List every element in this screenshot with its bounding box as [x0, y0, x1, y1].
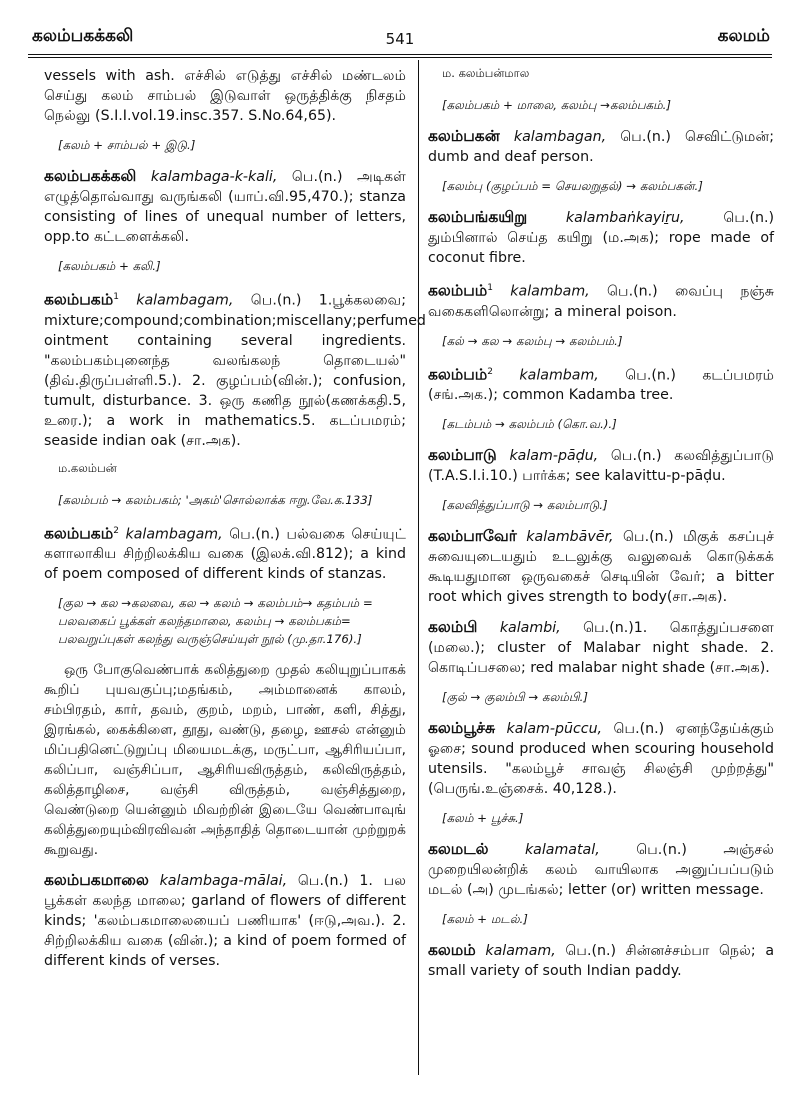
homonym-number: 1 [113, 292, 119, 302]
transliteration: kalambi, [499, 620, 561, 637]
etymology: [கலம்பம் → கலம்பகம்; 'அகம்'சொல்லாக்க ஈறு.வே.க.133] [58, 492, 373, 507]
headword: கலம்பாடு [428, 446, 497, 465]
headword: கலம்பூச்சு [428, 719, 496, 738]
transliteration: kalambagam, [136, 292, 234, 309]
entry-kalambam-2 [428, 362, 774, 406]
definition: பெ.(n.) சின்னச்சம்பா நெல்; a small variety of south Indian paddy. [428, 943, 775, 980]
definition: பெ.(n.) தும்பினால் செய்த கயிறு (ம.அக); rope made of coconut fibre. [428, 210, 775, 266]
page-number: 541 [385, 30, 415, 48]
entry-kalam-padu [428, 445, 774, 486]
headword: கலம்பகக்கலி [44, 167, 137, 185]
explanatory-paragraph: ஒரு போகுவெண்பாக் கலித்துறை முதல் கலியுறுப்பாகக் கூறிப் புயவகுப்பு;மதங்கம், அம்மானைக் காலம், சம்பிரதம், கார், தவம், குறம், மறம், பாண், களி, சித்து, இரங்கல், கைக்கிளை, தூது, வண்டு, தழை, ஊசல் என்னும் மிப்பதினெட்டுறுப்பு மியைமடக்கு, மருட்பா, ஆசிரியப்பா, கலிப்பா, வஞ்சிப்பா, ஆசிரியவிருத்தம், கலிவிருத்தம், கலித்தாழிசை, வஞ்சி விருத்தம், வஞ்சித்துறை, வெண்டுறை யென்னும் மிவற்றின் இடையே வெண்பாவுங் கலித்துறையும்விரவிவன் அந்தாதித் தொடையான் முற்றுறக் கூறுவது. [44, 662, 406, 859]
definition: பெ.(n.) கலவித்துப்பாடு (T.A.S.I.i.10.) பார்க்க; see kalavittu-p-pāḍu. [428, 448, 774, 485]
transliteration: kalambam, [519, 367, 599, 384]
headword: கலம்பாவேர் [428, 527, 517, 546]
transliteration: kalambaga-mālai, [159, 873, 288, 890]
etymology: [கடம்பம் → கலம்பம் (கொ.வ.).] [442, 417, 617, 432]
definition: பெ.(n.) பல்வகை செய்யுட் களாலாகிய சிற்றிலக்கிய வகை (இலக்.வி.812); a kind of poem composed of different kinds of stanzas. [44, 526, 407, 583]
headword: கலம்பகம் [44, 290, 114, 309]
transliteration: kalambagan, [513, 129, 607, 145]
transliteration: kalam-pūccu, [506, 721, 603, 738]
entry-kalamatal [428, 839, 774, 900]
headword: கலம்பகன் [428, 127, 500, 145]
homonym-number: 1 [487, 283, 493, 293]
homonym-number: 2 [487, 366, 493, 377]
definition: பெ.(n.) 1. பல பூக்கள் கலந்த மாலை; garland of flowers of different kinds; 'கலம்பகமாலையைப் பணியாக' (ஈடு,அவ.). 2. சிற்றிலக்கிய வகை (வின்.); a kind of poem formed of different kinds of verses. [44, 873, 406, 970]
cognate-note: ம.கலம்பன் [58, 460, 117, 475]
transliteration: kalambagam, [125, 526, 223, 543]
transliteration: kalamatal, [524, 842, 600, 859]
definition: பெ.(n.) கடப்பமரம் (சங்.அக.); common Kadamba tree. [428, 367, 774, 404]
entry-kalambam-1 [428, 278, 774, 322]
homonym-number: 2 [113, 525, 119, 536]
etymology: [குல் → குலம்பி → கலம்பி.] [442, 690, 588, 705]
entry-kalambi [428, 617, 774, 678]
transliteration: kalambaga-k-kali, [150, 169, 278, 185]
entry-kalambagan [428, 126, 774, 167]
headword: கலம்பகம் [44, 524, 114, 543]
etymology: [கலம் + பூச்சு.] [442, 811, 524, 826]
entry-kalambankayiru [428, 207, 774, 268]
etymology: [கலம் + சாம்பல் + இடு.] [58, 138, 196, 152]
right-column [428, 66, 774, 991]
definition: பெ.(n.) செவிட்டுமன்; dumb and deaf person. [428, 129, 775, 165]
entry-kalamam [428, 940, 774, 981]
etymology: [கலம்பு (குழப்பம் = செயலறுதல்) → கலம்பகன்.] [442, 179, 703, 193]
etymology: [கலம் + மடல்.] [442, 912, 528, 927]
definition: பெ.(n.)1. கொத்துப்பசளை (மலை.); cluster of Malabar night shade. 2. கொடிப்பசலை; red malabar night shade (சா.அக). [428, 620, 774, 677]
transliteration: kalamam, [485, 943, 556, 960]
column-divider [418, 60, 419, 1075]
transliteration: kalambaṅkayiṟu, [565, 210, 685, 226]
etymology: [கலம்பகம் + கலி.] [58, 259, 161, 273]
headword: கலமம் [428, 941, 476, 960]
entry-kalambaga-k-kali [44, 166, 406, 247]
entry-kalambaver [428, 526, 774, 607]
header-rule [28, 54, 772, 55]
headword: கலம்பகமாலை [44, 871, 149, 890]
headword: கலமடல் [428, 840, 489, 859]
continued-entry-text: vessels with ash. எச்சில் எடுத்து எச்சில் மண்டலம் செய்து கலம் சாம்பல் இடுவாள் ஒருத்திக்கு நிசதம் நெல்லு (S.I.I.vol.19.insc.357. S.No.64,65). [44, 68, 406, 124]
header-rule-secondary [28, 57, 772, 58]
cognate-note: ம. கலம்பன்மால [442, 66, 530, 80]
definition: பெ.(n.) வைப்பு நஞ்சு வகைகளிலொன்று; a mineral poison. [428, 283, 774, 320]
etymology: [கல் → கல → கலம்பு → கலம்பம்.] [442, 333, 623, 348]
definition: பெ.(n.) அஞ்சல் முறையிலன்றிக் கலம் வாயிலாக அனுப்பப்படும் மடல் (அ) முடங்கல்; letter (or) written message. [428, 842, 774, 899]
definition: பெ.(n.) ஏனந்தேய்க்கும் ஓசை; sound produced when scouring household utensils. "கலம்பூச் சாவஞ் சிலஞ்சி முற்றத்து" (பெருங்.உஞ்சைக். 40,128.). [428, 721, 774, 798]
definition: பெ.(n.) அடிகள் எழுத்தொவ்வாது வருங்கலி (யாப்.வி.95,470.); stanza consisting of lines of unequal number of letters, opp.to கட்டளைக்கலி. [44, 169, 406, 245]
definition: பெ.(n.) மிகுக் கசப்புச் சுவையுடையதும் உடலுக்கு வலுவைக் கொடுக்கக் கூடியதுமான ஒருவகைச் செடியின் வேர்; a bitter root which gives strength to body(சா.அக). [428, 529, 775, 606]
headword: கலம்பம் [428, 281, 488, 300]
transliteration: kalambam, [510, 283, 590, 300]
transliteration: kalambāvēr, [526, 529, 614, 546]
entry-kalam-puccu [428, 718, 774, 799]
etymology: [குல → கல →கலவை, கல → கலம் → கலம்பம்→ கதம்பம் = பலவகைப் பூக்கள் கலந்தமாலை, கலம்பு → கலம்பகம்= பலவறுப்புகள் கலந்து வருஞ்செய்யுள் நூல் (மு.தா.176).] [58, 596, 373, 647]
entry-kalambagam-2 [44, 521, 406, 585]
headword: கலம்பங்கயிறு [428, 208, 528, 226]
entry-kalambaga-malai [44, 870, 406, 971]
etymology: [கலம்பகம் + மாலை, கலம்பு →கலம்பகம்.] [442, 98, 671, 112]
headword: கலம்பி [428, 618, 478, 637]
definition: பெ.(n.) 1.பூக்கலவை; mixture;compound;combination;miscellany;perfumed ointment containing several ingredients. "கலம்பகம்புனைந்த வலங்கலந் தொடையல்" (திவ்.திருப்பள்ளி.5.). 2. குழப்பம்(வின்.); confusion, tumult, disturbance. 3. ஒரு கணித நூல்(கணக்கதி.5, உரை.); a work in mathematics.5. கடப்பமரம்; seaside indian oak (சா.அக). [44, 292, 426, 449]
etymology: [கலவித்துப்பாடு → கலம்பாடு.] [442, 498, 608, 513]
header-right-guideword: கலமம் [717, 26, 770, 46]
entry-kalambagam-1 [44, 287, 426, 451]
transliteration: kalam-pāḍu, [509, 448, 599, 465]
left-column [44, 66, 426, 981]
header-left-guideword: கலம்பகக்கலி [32, 26, 134, 46]
headword: கலம்பம் [428, 365, 488, 384]
